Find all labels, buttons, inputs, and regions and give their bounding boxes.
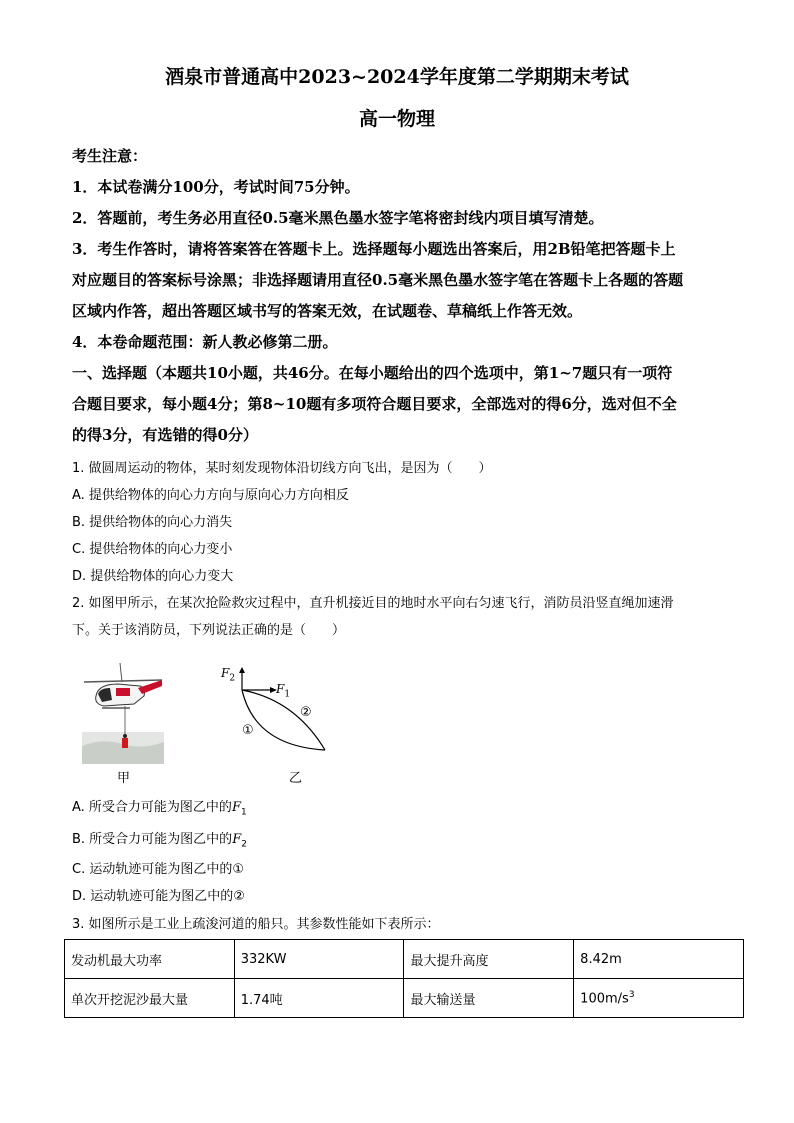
notice-line: 对应题目的答案标号涂黑；非选择题请用直径0.5毫米黑色墨水签字笔在答题卡上各题的答题 [72, 271, 684, 289]
exam-subject: 高一物理 [358, 108, 435, 130]
notice-heading: 考生注意： [72, 147, 148, 165]
table-cell: 332KW [234, 940, 404, 979]
question-1-option-a: A. 提供给物体的向心力方向与原向心力方向相反 [72, 488, 349, 503]
label-f2: $F_2$ [221, 666, 236, 684]
question-2-option-a: A. 所受合力可能为图乙中的$F_1$ [72, 800, 247, 818]
table-cell: 最大输送量 [404, 979, 574, 1018]
question-2-option-b: B. 所受合力可能为图乙中的$F_2$ [72, 832, 247, 850]
notice-line: 4．本卷命题范围：新人教必修第二册。 [72, 333, 338, 351]
table-cell: $100m/s^3$ [574, 979, 744, 1018]
table-row [65, 979, 744, 1018]
figure-label-jia: 甲 [117, 771, 131, 786]
notice-line: 1．本试卷满分100分，考试时间75分钟。 [72, 178, 360, 196]
notice-line: 区域内作答，超出答题区域书写的答案无效，在试题卷、草稿纸上作答无效。 [72, 302, 583, 320]
table-cell: 最大提升高度 [404, 940, 574, 979]
question-2-option-c: C. 运动轨迹可能为图乙中的① [72, 862, 244, 877]
curve-label-2: ② [300, 705, 312, 720]
question-1-option-c: C. 提供给物体的向心力变小 [72, 542, 233, 557]
question-2-stem: 下。关于该消防员，下列说法正确的是（ ） [72, 623, 346, 638]
question-2-stem: 2. 如图甲所示，在某次抢险救灾过程中，直升机接近目的地时水平向右匀速飞行，消防员沿竖直绳加速滑 [72, 596, 674, 611]
section-instruction: 合题目要求，每小题4分；第8~10题有多项符合题目要求，全部选对的得6分，选对但不全 [72, 395, 677, 413]
label-f1: $F_1$ [276, 682, 291, 700]
exam-title: 酒泉市普通高中2023~2024学年度第二学期期末考试 [165, 66, 629, 88]
table-cell: 发动机最大功率 [65, 940, 235, 979]
section-instruction: 的得3分，有选错的得0分） [72, 426, 258, 444]
parameter-table [64, 939, 744, 1018]
curve-label-1: ① [242, 723, 254, 738]
question-3-stem: 3. 如图所示是工业上疏浚河道的船只。其参数性能如下表所示： [72, 917, 440, 932]
table-cell: 单次开挖泥沙最大量 [65, 979, 235, 1018]
table-cell: 8.42m [574, 940, 744, 979]
question-1-option-d: D. 提供给物体的向心力变大 [72, 569, 234, 584]
question-2-option-d: D. 运动轨迹可能为图乙中的② [72, 889, 245, 904]
question-1-stem: 1. 做圆周运动的物体，某时刻发现物体沿切线方向飞出，是因为（ ） [72, 461, 492, 476]
table-row [65, 940, 744, 979]
helicopter-photo [82, 660, 164, 764]
table-cell: 1.74吨 [234, 979, 404, 1018]
notice-line: 2．答题前，考生务必用直径0.5毫米黑色墨水签字笔将密封线内项目填写清楚。 [72, 209, 604, 227]
question-1-option-b: B. 提供给物体的向心力消失 [72, 515, 233, 530]
notice-line: 3．考生作答时，请将答案答在答题卡上。选择题每小题选出答案后，用2B铅笔把答题卡上 [72, 240, 676, 258]
figure-label-yi: 乙 [289, 771, 303, 786]
section-instruction: 一、选择题（本题共10小题，共46分。在每小题给出的四个选项中，第1~7题只有一项符 [72, 364, 673, 382]
